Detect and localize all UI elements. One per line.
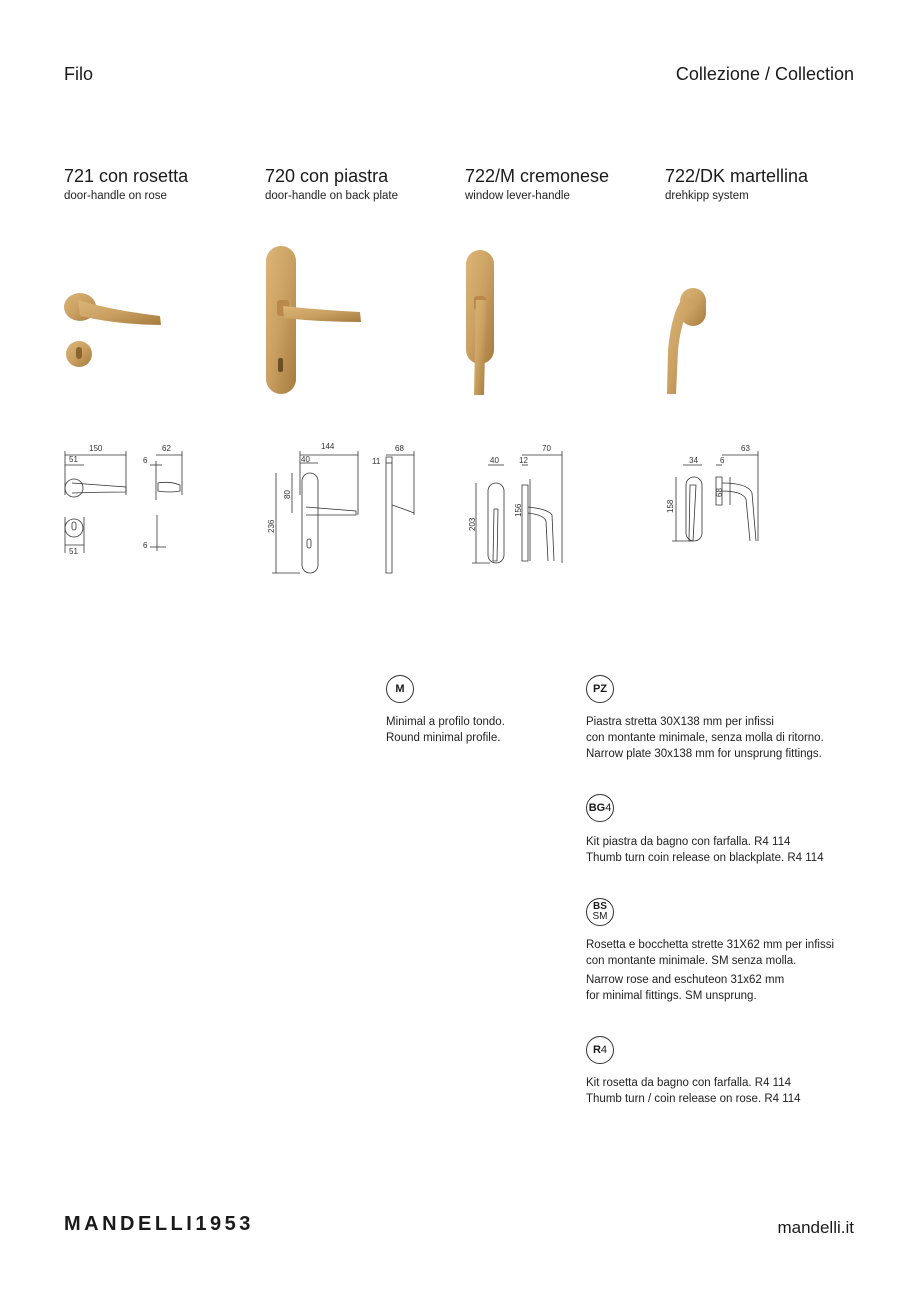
dim-label: 51 xyxy=(69,547,78,556)
website-link[interactable]: mandelli.it xyxy=(777,1218,854,1237)
note-line: Thumb turn coin release on blackplate. R4 114 xyxy=(586,852,824,864)
badge-m-icon xyxy=(386,675,414,703)
handle-720-photo xyxy=(266,246,361,394)
badge-text: BS xyxy=(593,901,607,912)
note-line: Rosetta e bocchetta strette 31X62 mm per infissi xyxy=(586,939,835,951)
product-722dk xyxy=(665,165,855,204)
dim-label: 203 xyxy=(468,517,477,531)
dim-label: 6 xyxy=(143,541,148,550)
dim-label: 40 xyxy=(490,456,499,465)
dim-label: 80 xyxy=(283,490,292,499)
dim-label: 236 xyxy=(267,519,276,533)
handle-722m-photo xyxy=(466,250,494,395)
badge-pz-icon xyxy=(586,675,614,703)
page-section-title: Filo xyxy=(64,64,94,84)
dim-label: 11 xyxy=(372,457,381,466)
collection-label: Collezione / Collection xyxy=(675,64,854,84)
product-subtitle: door-handle on rose xyxy=(64,190,167,202)
badge-text: M xyxy=(395,683,405,695)
dim-label: 158 xyxy=(666,499,675,513)
note-line: Kit rosetta da bagno con farfalla. R4 114 xyxy=(586,1077,792,1089)
note-line: for minimal fittings. SM unsprung. xyxy=(586,990,757,1002)
dim-label: 34 xyxy=(689,456,698,465)
badge-text: PZ xyxy=(592,683,608,695)
product-title: 721 con rosetta xyxy=(64,166,189,186)
feature-m-note xyxy=(386,714,505,746)
dim-label: 150 xyxy=(89,444,103,453)
badge-r4-icon xyxy=(586,1036,614,1064)
badge-text: BG xyxy=(588,802,606,814)
product-subtitle: drehkipp system xyxy=(665,190,749,202)
note-line: Thumb turn / coin release on rose. R4 114 xyxy=(586,1093,801,1105)
drawing-722m xyxy=(468,444,562,563)
badge-text: 4 xyxy=(605,802,612,814)
handle-721-photo xyxy=(64,293,161,367)
dim-label: 62 xyxy=(162,444,171,453)
dim-label: 51 xyxy=(69,455,78,464)
technical-drawings xyxy=(0,435,920,585)
badge-text: SM xyxy=(592,911,608,922)
drawing-722dk xyxy=(666,444,758,541)
dim-label: 12 xyxy=(519,456,528,465)
feature-pz-note xyxy=(586,714,824,762)
product-subtitle: door-handle on back plate xyxy=(265,190,398,202)
badge-text: 4 xyxy=(600,1044,608,1056)
note-line: con montante minimale, senza molla di ritorno. xyxy=(586,732,824,744)
note-line: Minimal a profilo tondo. xyxy=(386,716,505,728)
dim-label: 6 xyxy=(143,456,148,465)
drawing-721 xyxy=(65,444,182,556)
note-line: Narrow rose and eschuteon 31x62 mm xyxy=(586,974,785,986)
badge-text: R xyxy=(592,1044,601,1056)
product-722m xyxy=(465,165,655,204)
product-title: 722/DK martellina xyxy=(665,166,809,186)
note-line: con montante minimale. SM senza molla. xyxy=(586,955,797,967)
feature-bg4-note xyxy=(586,834,824,866)
dim-label: 40 xyxy=(301,455,310,464)
dim-label: 68 xyxy=(395,444,404,453)
product-721 xyxy=(64,165,254,204)
feature-bs-note xyxy=(586,937,834,1004)
note-line: Kit piastra da bagno con farfalla. R4 114 xyxy=(586,836,791,848)
product-title: 722/M cremonese xyxy=(465,166,610,186)
note-line: Piastra stretta 30X138 mm per infissi xyxy=(586,716,774,728)
dim-label: 6 xyxy=(720,456,725,465)
handle-722dk-photo xyxy=(667,288,706,394)
note-line: Round minimal profile. xyxy=(386,732,501,744)
dim-label: 63 xyxy=(741,444,750,453)
badge-bg4-icon xyxy=(586,794,614,822)
note-line: Narrow plate 30x138 mm for unsprung fittings. xyxy=(586,748,822,760)
badge-bs-icon xyxy=(586,898,614,926)
product-title: 720 con piastra xyxy=(265,166,389,186)
dim-label: 144 xyxy=(321,442,335,451)
feature-r4-note xyxy=(586,1075,801,1107)
dim-label: 70 xyxy=(542,444,551,453)
dim-label: 156 xyxy=(514,503,523,517)
product-photos xyxy=(0,230,920,410)
dim-label: 68 xyxy=(715,488,724,497)
product-720 xyxy=(265,165,455,204)
drawing-720 xyxy=(267,442,414,573)
product-subtitle: window lever-handle xyxy=(465,190,570,202)
brand-logo: MANDELLI1953 xyxy=(64,1213,254,1235)
